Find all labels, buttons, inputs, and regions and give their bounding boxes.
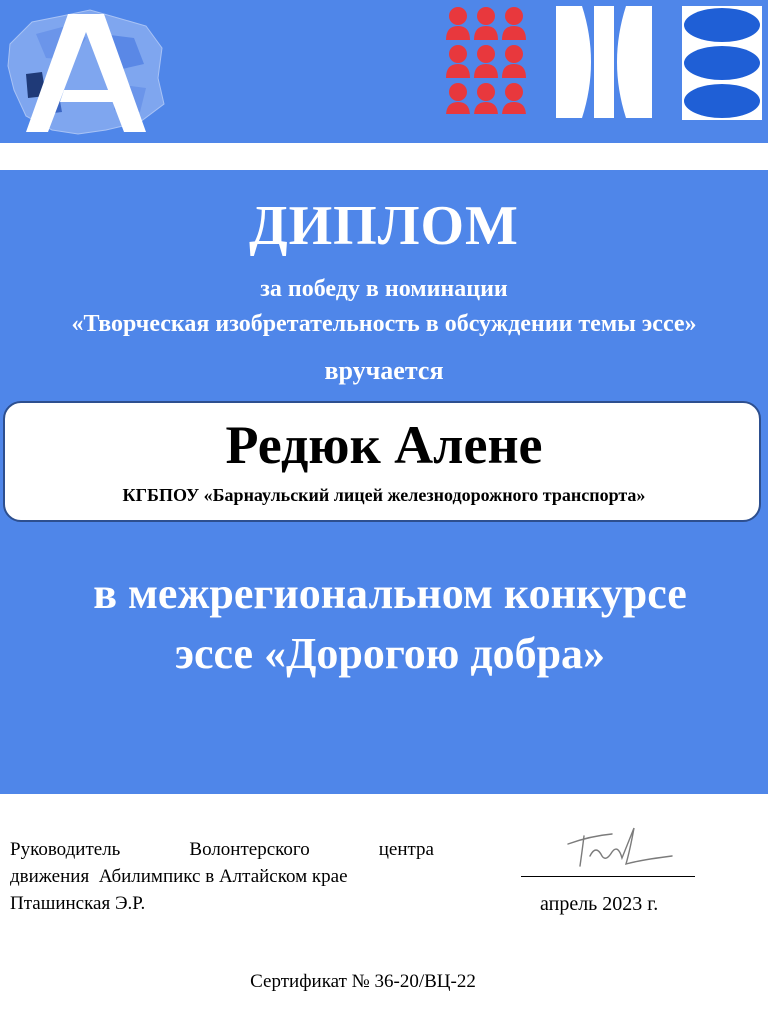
zh-logo <box>556 6 652 118</box>
diploma-title: ДИПЛОМ <box>249 195 519 257</box>
certificate-number: Сертификат № 36-20/ВЦ-22 <box>250 971 476 992</box>
person-icon <box>502 7 526 40</box>
person-icon <box>474 45 498 78</box>
signatory-word-1: Руководитель <box>10 839 121 860</box>
person-icon <box>502 83 526 114</box>
signature-line <box>521 876 695 877</box>
person-icon <box>474 7 498 40</box>
signatory-word-2: Волонтерского <box>189 839 310 860</box>
signatory-word-3: центра <box>378 839 434 860</box>
recipient-organization: КГБПОУ «Барнаульский лицей железнодорожного транспорта» <box>122 485 646 505</box>
abilympics-altai-region-logo <box>6 4 166 138</box>
issue-date: апрель 2023 г. <box>540 893 659 915</box>
recipient-name: Редюк Алене <box>225 415 543 475</box>
person-icon <box>502 45 526 78</box>
person-icon <box>446 7 470 40</box>
contest-line-1: в межрегиональном конкурсе <box>93 569 687 618</box>
person-icon <box>474 83 498 114</box>
blue-ovals-logo <box>682 6 762 120</box>
signatory-block <box>10 836 434 917</box>
handwritten-signature <box>560 822 680 874</box>
signatory-line-1 <box>10 836 434 863</box>
nomination-text: «Творческая изобретательность в обсуждении темы эссе» <box>71 311 697 337</box>
person-icon <box>446 83 470 114</box>
contest-line-2: эссе «Дорогою добра» <box>174 629 606 678</box>
signatory-name: Пташинская Э.Р. <box>10 893 146 914</box>
volunteer-people-logo <box>444 6 528 114</box>
diploma-subtitle: за победу в номинации <box>260 276 508 302</box>
person-icon <box>446 45 470 78</box>
signatory-line-2: движения Абилимпикс в Алтайском крае <box>10 866 348 887</box>
awarded-text: вручается <box>324 356 444 385</box>
